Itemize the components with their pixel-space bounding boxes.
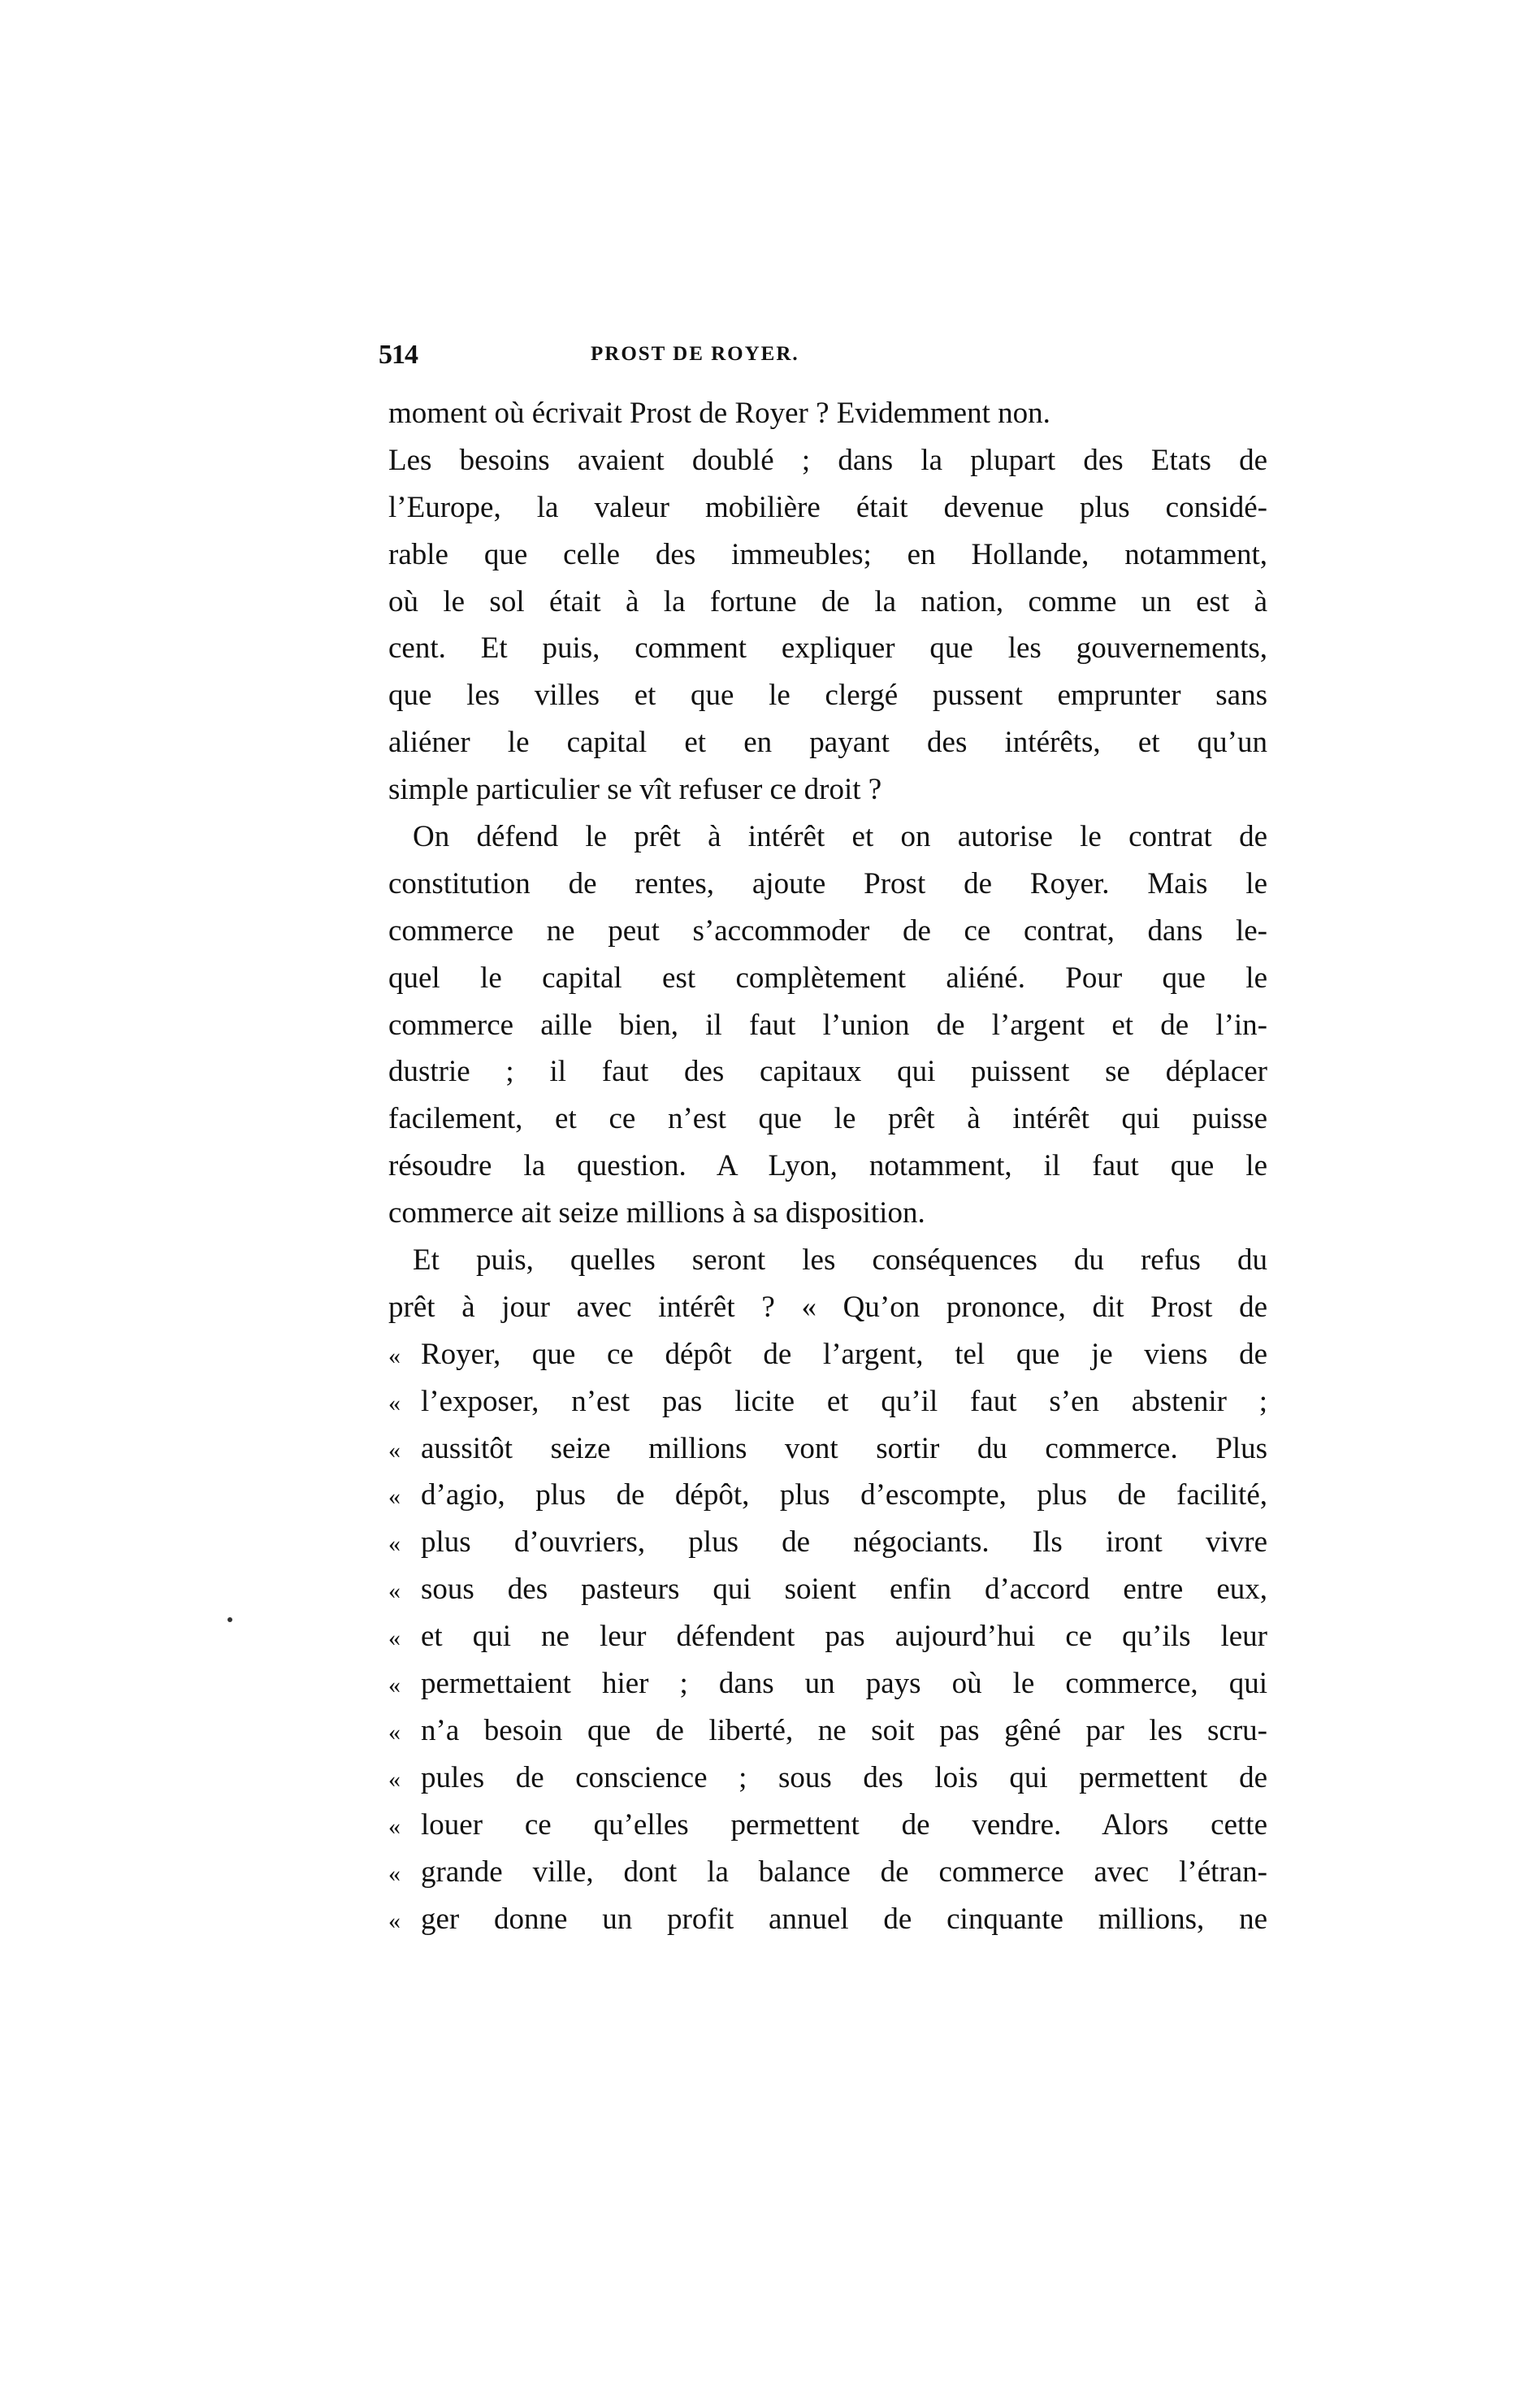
text-line	[388, 814, 1267, 861]
quoted-text-line	[388, 1802, 1267, 1849]
text-line	[388, 390, 1267, 437]
line-text: constitution de rentes, ajoute Prost de Royer. Mais le	[388, 866, 1267, 900]
text-line	[388, 625, 1267, 672]
text-line	[388, 766, 1267, 814]
line-text: commerce ne peut s’accommoder de ce contrat, dans le-	[388, 913, 1267, 948]
text-line	[388, 908, 1267, 955]
text-line	[388, 1002, 1267, 1049]
line-text: commerce ait seize millions à sa disposition.	[388, 1196, 925, 1230]
line-text: que les villes et que le clergé pussent emprunter sans	[388, 679, 1267, 713]
line-text: Et puis, quelles seront les conséquences du refus du	[413, 1243, 1267, 1278]
quoted-text-line	[388, 1331, 1267, 1378]
guillemet-mark: «	[388, 1765, 401, 1793]
line-text: simple particulier se vît refuser ce droit ?	[388, 773, 882, 807]
text-line	[388, 719, 1267, 766]
line-text: Royer, que ce dépôt de l’argent, tel que je viens de	[421, 1337, 1267, 1371]
guillemet-mark: «	[388, 1483, 401, 1511]
line-text: quel le capital est complètement aliéné. Pour que le	[388, 961, 1267, 995]
quoted-text-line	[388, 1425, 1267, 1473]
text-line	[388, 672, 1267, 719]
quoted-text-line	[388, 1896, 1267, 1943]
guillemet-mark: «	[388, 1389, 401, 1417]
guillemet-mark: «	[388, 1672, 401, 1699]
line-text: pules de conscience ; sous des lois qui permettent de	[421, 1760, 1267, 1794]
line-text: ger donne un profit annuel de cinquante millions, ne	[421, 1902, 1267, 1936]
text-line	[388, 437, 1267, 484]
text-line	[388, 861, 1267, 908]
guillemet-mark: «	[388, 1718, 401, 1746]
guillemet-mark: «	[388, 1577, 401, 1605]
line-text: plus d’ouvriers, plus de négociants. Ils iront vivre	[421, 1525, 1267, 1560]
text-line	[388, 1048, 1267, 1096]
line-text: sous des pasteurs qui soient enfin d’accord entre eux,	[421, 1573, 1267, 1607]
line-text: l’exposer, n’est pas licite et qu’il faut s’en abstenir ;	[421, 1384, 1267, 1418]
line-text: cent. Et puis, comment expliquer que les gouvernements,	[388, 631, 1267, 666]
line-text: permettaient hier ; dans un pays où le commerce, qui	[421, 1667, 1267, 1701]
quoted-text-line	[388, 1613, 1267, 1660]
quoted-text-line	[388, 1755, 1267, 1802]
text-line	[388, 579, 1267, 626]
guillemet-mark: «	[388, 1625, 401, 1652]
text-line	[388, 1143, 1267, 1190]
guillemet-mark: «	[388, 1859, 401, 1887]
text-line	[388, 955, 1267, 1002]
line-text: prêt à jour avec intérêt ? « Qu’on prononce, dit Prost de	[388, 1290, 1267, 1324]
guillemet-mark: «	[388, 1436, 401, 1464]
line-text: aussitôt seize millions vont sortir du commerce. Plus	[421, 1431, 1267, 1465]
text-line	[388, 1284, 1267, 1331]
quoted-text-line	[388, 1472, 1267, 1519]
print-speck	[227, 1617, 232, 1622]
text-line	[388, 1237, 1267, 1284]
line-text: où le sol était à la fortune de la nation, comme un est à	[388, 584, 1267, 618]
text-line	[388, 1096, 1267, 1143]
quoted-text-line	[388, 1660, 1267, 1707]
guillemet-mark: «	[388, 1812, 401, 1840]
line-text: d’agio, plus de dépôt, plus d’escompte, plus de facilité,	[421, 1478, 1267, 1512]
page-number: 514	[379, 340, 418, 370]
line-text: aliéner le capital et en payant des intérêts, et qu’un	[388, 726, 1267, 760]
quoted-text-line	[388, 1849, 1267, 1896]
line-text: commerce aille bien, il faut l’union de l’argent et de l’in-	[388, 1008, 1267, 1042]
line-text: grande ville, dont la balance de commerce avec l’étran-	[421, 1855, 1267, 1889]
line-text: louer ce qu’elles permettent de vendre. Alors cette	[421, 1807, 1267, 1842]
quoted-text-line	[388, 1378, 1267, 1425]
line-text: moment où écrivait Prost de Royer ? Evidemment non.	[388, 397, 1050, 430]
quoted-text-line	[388, 1519, 1267, 1566]
line-text: On défend le prêt à intérêt et on autorise le contrat de	[413, 820, 1267, 854]
quoted-text-line	[388, 1566, 1267, 1613]
quoted-text-line	[388, 1707, 1267, 1755]
line-text: et qui ne leur défendent pas aujourd’hui ce qu’ils leur	[421, 1620, 1267, 1654]
line-text: dustrie ; il faut des capitaux qui puissent se déplacer	[388, 1055, 1267, 1089]
line-text: résoudre la question. A Lyon, notamment, il faut que le	[388, 1149, 1267, 1183]
line-text: facilement, et ce n’est que le prêt à intérêt qui puisse	[388, 1102, 1267, 1136]
line-text: Les besoins avaient doublé ; dans la plupart des Etats de	[388, 443, 1267, 477]
running-title: PROST DE ROYER.	[591, 343, 799, 365]
running-head	[379, 340, 1267, 369]
guillemet-mark: «	[388, 1530, 401, 1558]
guillemet-mark: «	[388, 1342, 401, 1369]
text-line	[388, 484, 1267, 531]
guillemet-mark: «	[388, 1907, 401, 1934]
text-line	[388, 1190, 1267, 1237]
line-text: l’Europe, la valeur mobilière était devenue plus considé-	[388, 490, 1267, 524]
line-text: rable que celle des immeubles; en Hollande, notamment,	[388, 537, 1267, 571]
line-text: n’a besoin que de liberté, ne soit pas gêné par les scru-	[421, 1713, 1267, 1747]
body-text	[388, 390, 1267, 1942]
text-line	[388, 531, 1267, 579]
